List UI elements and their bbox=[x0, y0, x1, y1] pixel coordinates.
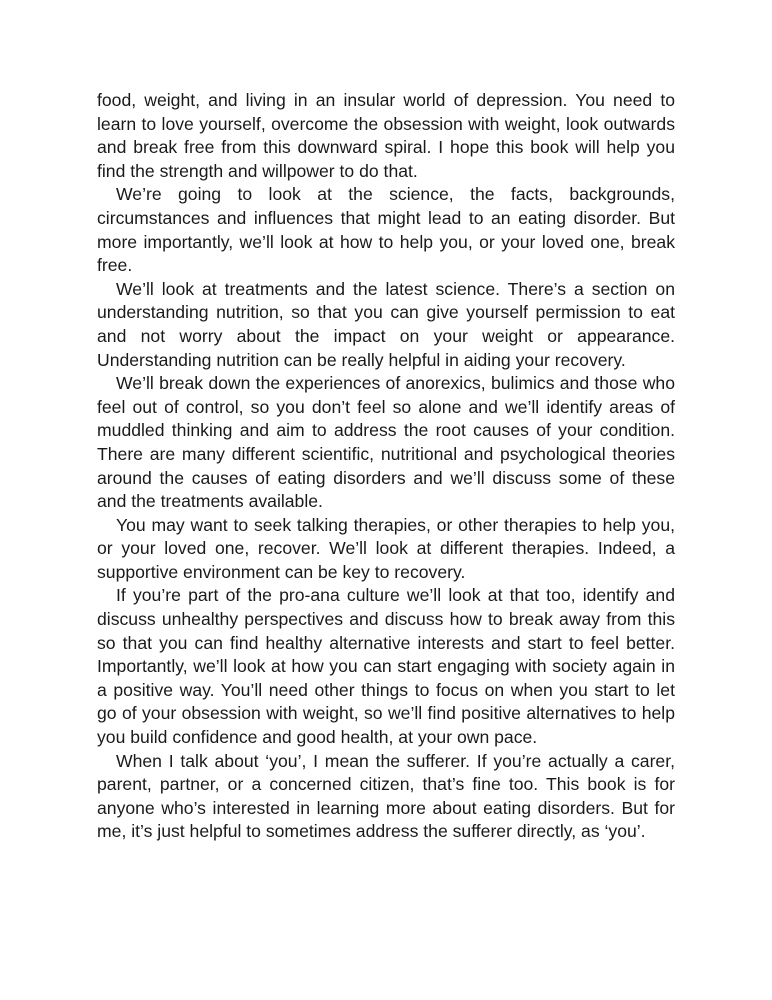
paragraph-you: When I talk about ‘you’, I mean the sufferer. If you’re actually a carer, parent, partner, or a concerned citizen, that’s fine too. This book is for anyone who’s interested in learning more about eating disorders. But for me, it’s just helpful to sometimes address the sufferer directly, as ‘you’. bbox=[97, 750, 675, 842]
paragraph-continuation: food, weight, and living in an insular world of depression. You need to learn to love yourself, overcome the obsession with weight, look outwards and break free from this downward spiral. I hope this book will help you find the strength and willpower to do that. bbox=[97, 90, 675, 181]
paragraph-science: We’re going to look at the science, the facts, backgrounds, circumstances and influences that might lead to an eating disorder. But more importantly, we’ll look at how to help you, or your loved one, break free. bbox=[97, 184, 675, 276]
paragraph-therapies: You may want to seek talking therapies, or other therapies to help you, or your loved one, recover. We’ll look at different therapies. Indeed, a supportive environment can be key to recovery. bbox=[97, 514, 675, 582]
body-text bbox=[97, 89, 675, 844]
paragraph-pro-ana: If you’re part of the pro-ana culture we’ll look at that too, identify and discuss unhealthy perspectives and discuss how to break away from this so that you can find healthy alternative interests and start to feel better. Importantly, we’ll look at how you can start engaging with society again in a positive way. You’ll need other things to focus on when you start to let go of your obsession with weight, so we’ll find positive alternatives to help you build confidence and good health, at your own pace. bbox=[97, 585, 675, 748]
paragraph-treatments: We’ll look at treatments and the latest science. There’s a section on understanding nutrition, so that you can give yourself permission to eat and not worry about the impact on your weight or appearance. Understanding nutrition can be really helpful in aiding your recovery. bbox=[97, 278, 675, 370]
paragraph-experiences: We’ll break down the experiences of anorexics, bulimics and those who feel out of control, so you don’t feel so alone and we’ll identify areas of muddled thinking and aim to address the root causes of your condition. There are many different scientific, nutritional and psychological theories around the causes of eating disorders and we’ll discuss some of these and the treatments available. bbox=[97, 373, 675, 512]
